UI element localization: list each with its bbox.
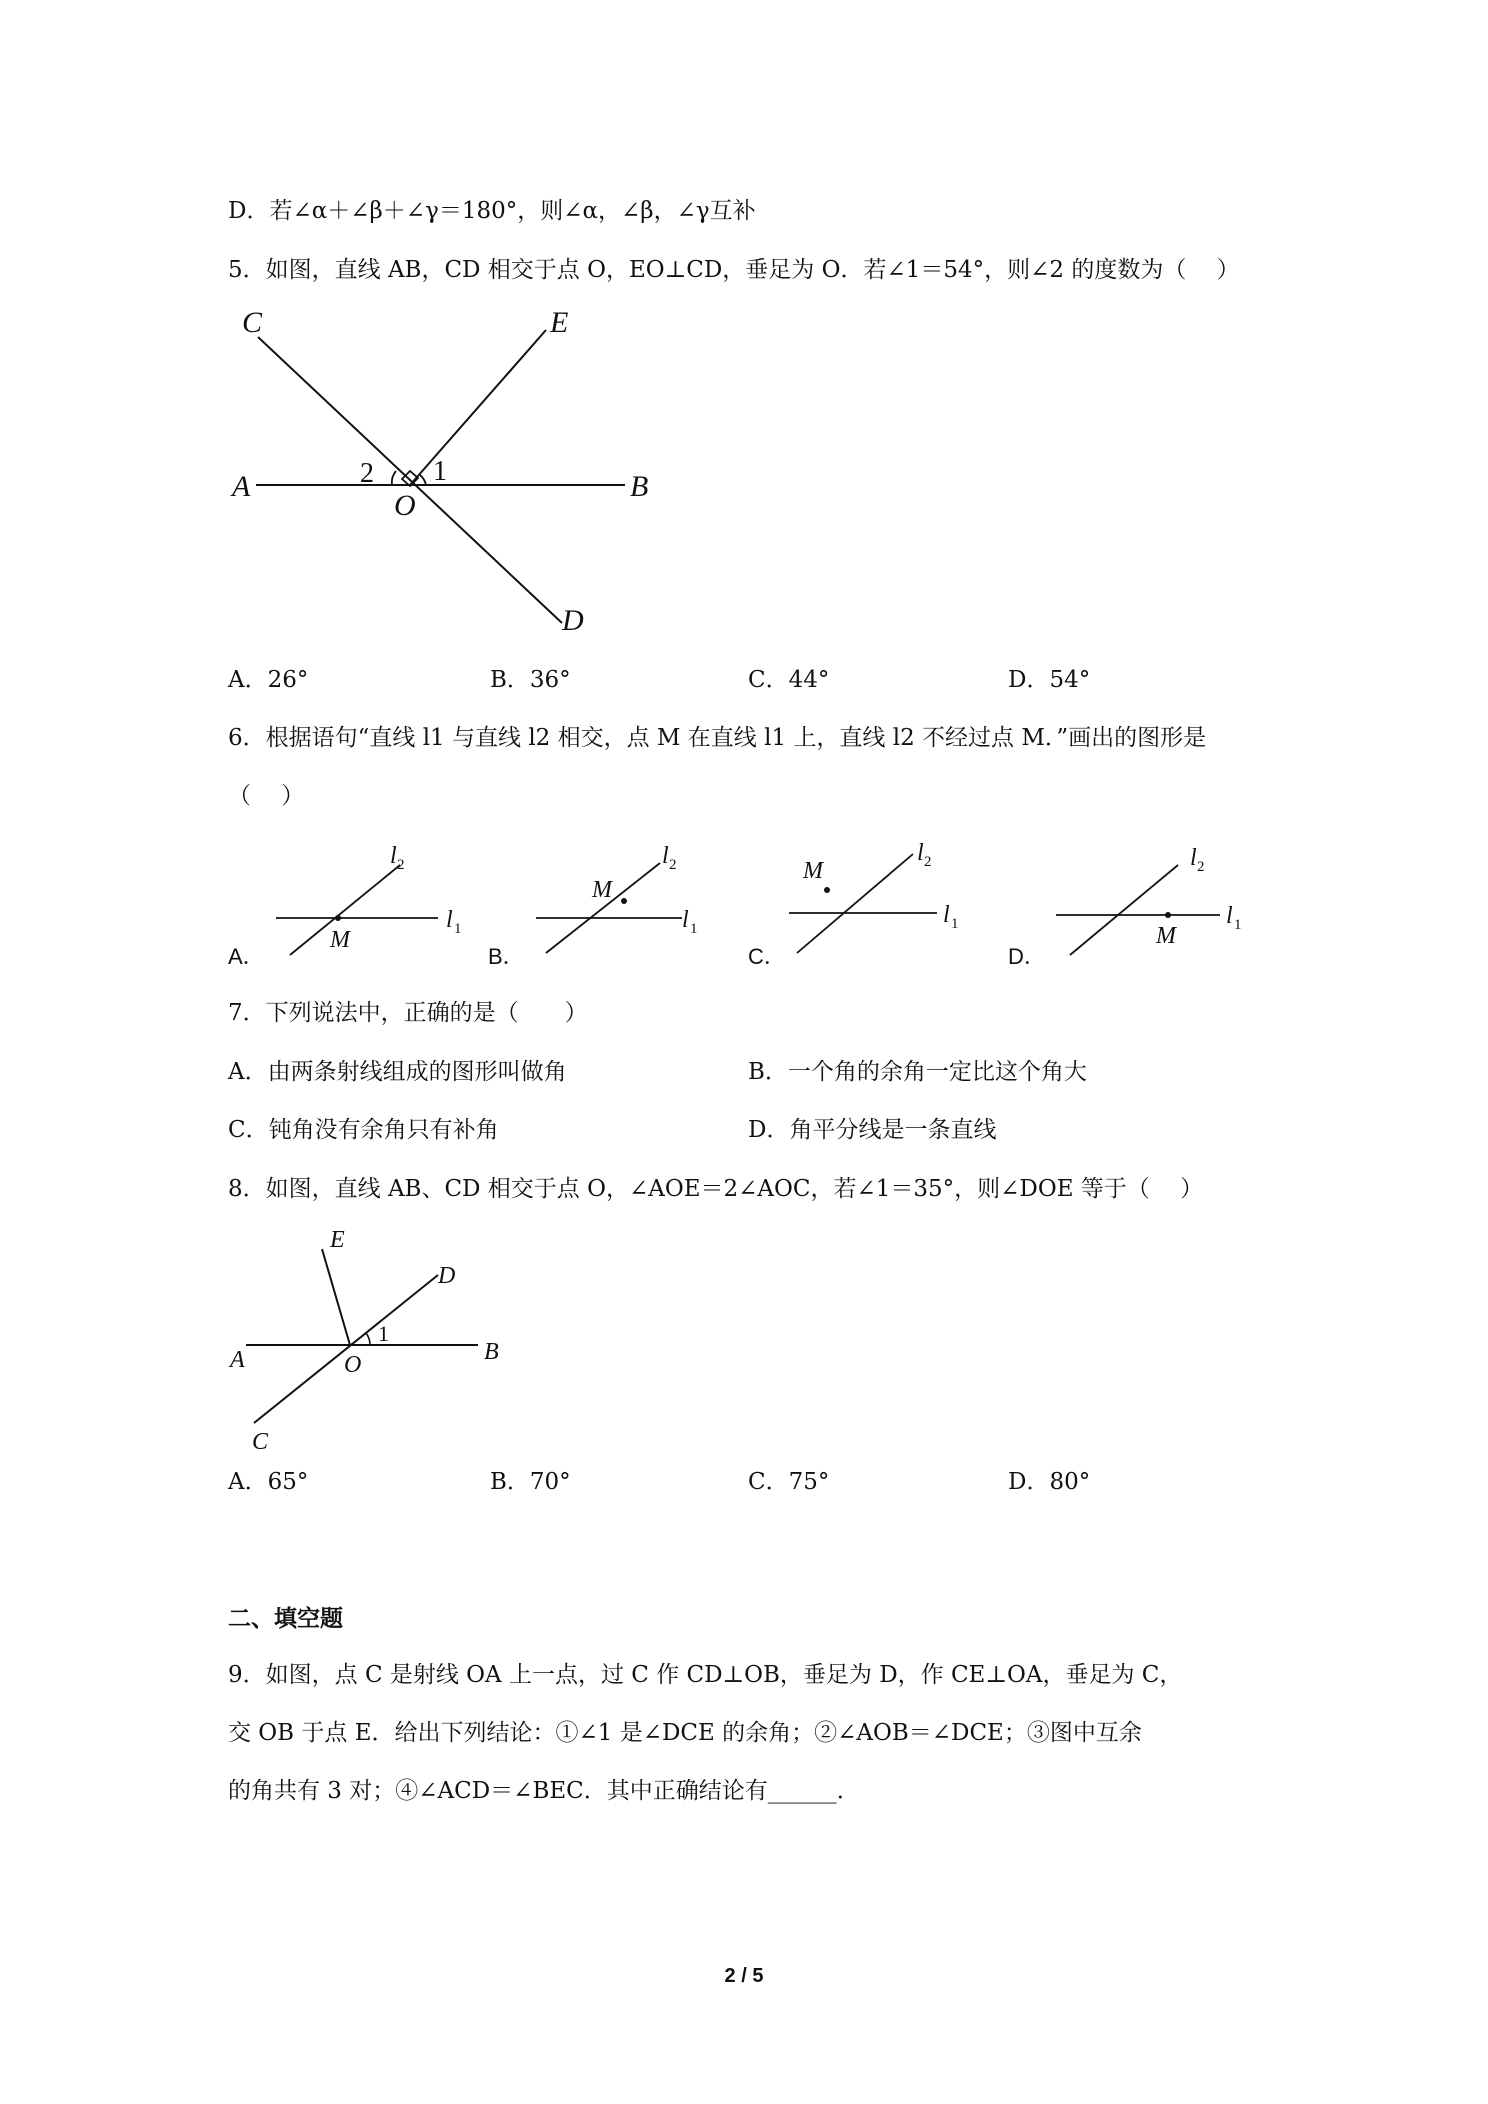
svg-text:l: l: [662, 845, 669, 869]
svg-text:C: C: [252, 1429, 269, 1455]
svg-text:2: 2: [397, 857, 405, 873]
q9-line2: 交 OB 于点 E．给出下列结论：①∠1 是∠DCE 的余角；②∠AOB＝∠DCE；③图中互余: [228, 1720, 1142, 1746]
svg-text:B: B: [484, 1339, 499, 1365]
svg-text:A: A: [230, 1347, 245, 1373]
svg-text:M: M: [592, 877, 612, 903]
q7-option-d[interactable]: D．角平分线是一条直线: [748, 1117, 997, 1143]
q5-figure: [220, 300, 660, 650]
q7-option-c[interactable]: C．钝角没有余角只有补角: [228, 1117, 499, 1143]
q6-figure-a: [270, 845, 480, 960]
q6-figure-c: [785, 840, 995, 960]
q9-line3: 的角共有 3 对；④∠ACD＝∠BEC．其中正确结论有______．: [228, 1778, 860, 1804]
q6-stem: 6．根据语句“直线 l1 与直线 l2 相交，点 M 在直线 l1 上，直线 l2 不经过点 M．”画出的图形是: [228, 725, 1207, 751]
svg-text:1: 1: [690, 921, 698, 937]
svg-text:1: 1: [951, 916, 959, 932]
q7-option-a[interactable]: A．由两条射线组成的图形叫做角: [228, 1059, 567, 1085]
q5-option-b[interactable]: B．36°: [490, 667, 571, 693]
svg-text:2: 2: [1197, 859, 1205, 875]
svg-text:1: 1: [454, 921, 462, 937]
q7-option-b[interactable]: B．一个角的余角一定比这个角大: [748, 1059, 1087, 1085]
svg-text:O: O: [344, 1352, 362, 1378]
section-title: 二、填空题: [228, 1606, 343, 1632]
q8-stem: 8．如图，直线 AB、CD 相交于点 O，∠AOE＝2∠AOC，若∠1＝35°，则∠DOE 等于（ ）: [228, 1176, 1204, 1202]
q6-option-a-letter[interactable]: A．: [228, 944, 265, 969]
ray-oe: [410, 330, 546, 485]
q7-stem: 7．下列说法中，正确的是（ ）: [228, 1000, 588, 1026]
label-b: B: [630, 470, 649, 503]
q8-option-b[interactable]: B．70°: [490, 1469, 571, 1495]
label-a: A: [232, 470, 251, 503]
svg-text:l: l: [682, 907, 689, 933]
svg-text:M: M: [1156, 923, 1176, 949]
svg-text:l: l: [1190, 845, 1197, 871]
q5-option-c[interactable]: C．44°: [748, 667, 830, 693]
q9-line1: 9．如图，点 C 是射线 OA 上一点，过 C 作 CD⊥OB，垂足为 D，作 CE⊥OA，垂足为 C，: [228, 1662, 1183, 1688]
svg-text:2: 2: [669, 857, 677, 873]
q8-option-c[interactable]: C．75°: [748, 1469, 830, 1495]
svg-text:1: 1: [1234, 917, 1242, 933]
q4-option-d: D．若∠α＋∠β＋∠γ＝180°，则∠α，∠β，∠γ互补: [228, 198, 756, 224]
svg-text:l: l: [390, 845, 397, 869]
q6-stem-paren: （ ）: [228, 783, 305, 809]
q5-option-d[interactable]: D．54°: [1008, 667, 1091, 693]
svg-text:l: l: [917, 840, 924, 866]
svg-text:l: l: [446, 907, 453, 933]
svg-text:1: 1: [378, 1321, 389, 1346]
label-angle2: 2: [360, 458, 374, 489]
label-d: D: [562, 604, 584, 637]
label-angle1: 1: [433, 456, 447, 487]
q5-stem: 5．如图，直线 AB，CD 相交于点 O，EO⊥CD，垂足为 O．若∠1＝54°，则∠2 的度数为（ ）: [228, 257, 1240, 283]
svg-text:M: M: [803, 858, 823, 884]
label-c: C: [242, 306, 263, 339]
q6-figure-b: [530, 845, 740, 960]
q6-option-d-letter[interactable]: D．: [1008, 944, 1046, 969]
page-number: 2 / 5: [724, 1965, 764, 1987]
svg-text:M: M: [330, 927, 350, 953]
q6-option-c-letter[interactable]: C．: [748, 944, 786, 969]
line-cd: [258, 337, 562, 623]
svg-text:E: E: [330, 1227, 345, 1253]
svg-text:2: 2: [924, 854, 932, 870]
svg-text:D: D: [438, 1263, 456, 1289]
q6-figure-d: [1050, 845, 1260, 960]
angle1-arc: [420, 475, 426, 485]
q6-option-b-letter[interactable]: B．: [488, 944, 525, 969]
label-e: E: [550, 306, 569, 339]
angle2-arc: [392, 471, 396, 485]
svg-text:l: l: [943, 902, 950, 928]
q8-option-d[interactable]: D．80°: [1008, 1469, 1091, 1495]
svg-text:l: l: [1226, 903, 1233, 929]
q8-figure: [220, 1215, 520, 1455]
q8-option-a[interactable]: A．65°: [228, 1469, 309, 1495]
q5-option-a[interactable]: A．26°: [228, 667, 309, 693]
label-o: O: [394, 489, 416, 522]
